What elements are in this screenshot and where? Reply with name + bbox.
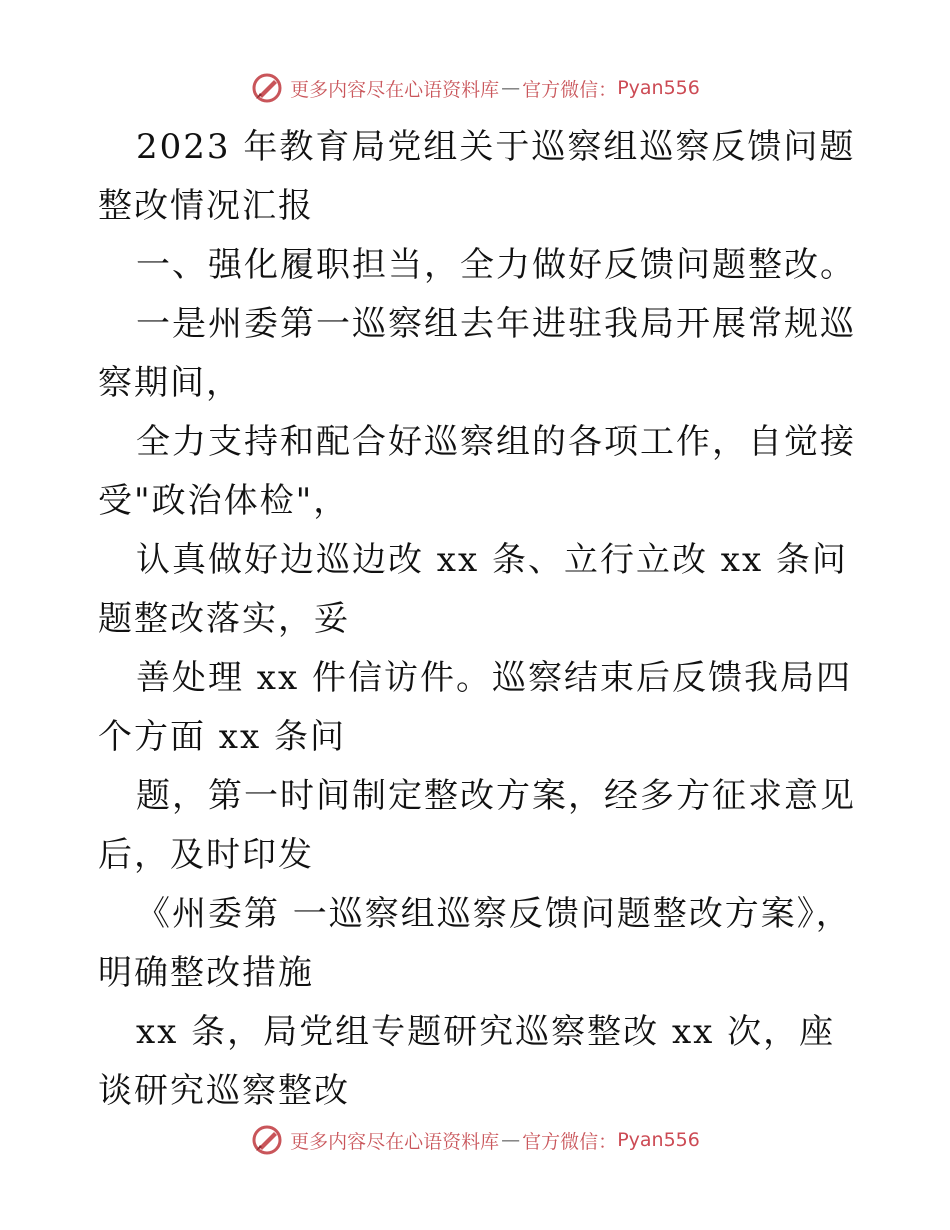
pen-logo-icon (250, 71, 284, 105)
banner-text: 更多内容尽在心语资料库 (290, 78, 500, 101)
banner-dash: — (501, 77, 521, 99)
paragraph: 全力支持和配合好巡察组的各项工作，自觉接受"政治体检"， (98, 422, 856, 521)
paragraph: 一是州委第一巡察组去年进驻我局开展常规巡察期间， (98, 304, 856, 403)
footer-banner (0, 1120, 950, 1160)
banner-label: 官方微信： (522, 78, 618, 101)
paragraph: 认真做好边巡边改 xx 条、立行立改 xx 条问题整改落实，妥 (98, 540, 848, 639)
paragraph: 《州委第 一巡察组巡察反馈问题整改方案》，明确整改措施 (98, 894, 852, 993)
pen-logo-icon (250, 1123, 284, 1157)
document-title: 2023 年教育局党组关于巡察组巡察反馈问题整改情况汇报 (98, 127, 856, 226)
paragraph: 题，第一时间制定整改方案，经多方征求意见后，及时印发 (98, 776, 856, 875)
banner-text: 更多内容尽在心语资料库 (290, 1130, 500, 1153)
header-banner (0, 68, 950, 108)
banner-label: 官方微信： (522, 1130, 618, 1153)
paragraph: 善处理 xx 件信访件。巡察结束后反馈我局四个方面 xx 条问 (98, 658, 852, 757)
document-body (98, 118, 858, 1121)
paragraph: xx 条，局党组专题研究巡察整改 xx 次，座谈研究巡察整改 (98, 1012, 836, 1111)
banner-wechat-id: Pyan556 (617, 1129, 700, 1151)
section-heading: 一、强化履职担当，全力做好反馈问题整改。 (136, 245, 856, 285)
banner-dash: — (501, 1129, 521, 1151)
banner-wechat-id: Pyan556 (617, 77, 700, 99)
